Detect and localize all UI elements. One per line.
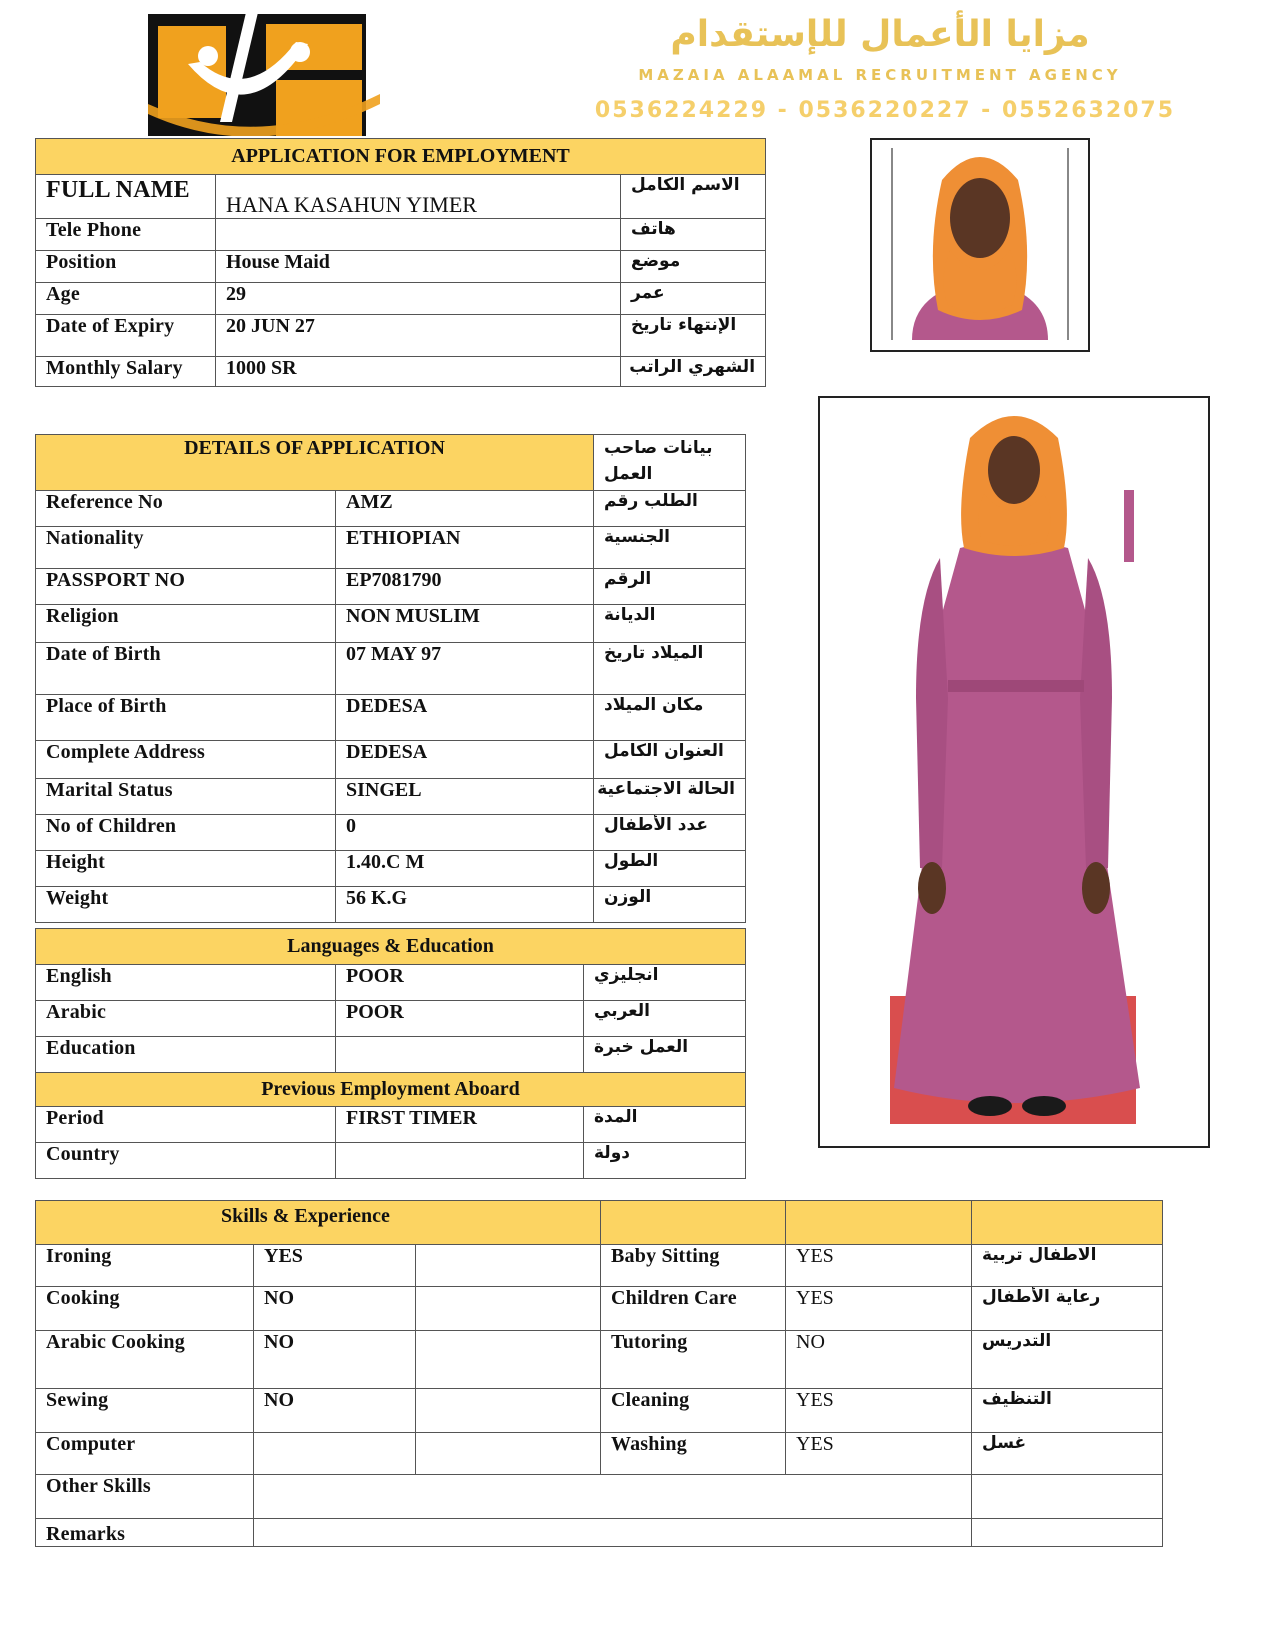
- row-label: Age: [36, 283, 216, 315]
- passport-photo: [870, 138, 1090, 352]
- skill-label: Tutoring: [601, 1331, 786, 1389]
- row-label-arabic: العنوان الكامل: [594, 741, 746, 779]
- row-label: Tele Phone: [36, 219, 216, 251]
- row-label-arabic: انجليزي: [584, 965, 746, 1001]
- row-label: Country: [36, 1143, 336, 1179]
- skill-value: NO: [786, 1331, 972, 1389]
- monthly-salary-value: 1000 SR: [216, 357, 621, 387]
- row-label-arabic: دولة: [584, 1143, 746, 1179]
- row-label-arabic: الحالة الاجتماعية: [594, 779, 746, 815]
- row-label: Marital Status: [36, 779, 336, 815]
- row-label-arabic: الشهري الراتب: [621, 357, 766, 387]
- skill-label-arabic: الاطفال تربية: [972, 1245, 1163, 1287]
- row-label: PASSPORT NO: [36, 569, 336, 605]
- skill-label: Washing: [601, 1433, 786, 1475]
- brand-phone-numbers: 0536224229 - 0536220227 - 0552632075: [594, 98, 1176, 123]
- row-label-arabic: الطول: [594, 851, 746, 887]
- skill-label-arabic: التدريس: [972, 1331, 1163, 1389]
- skill-value: YES: [254, 1245, 416, 1287]
- arabic-value: POOR: [336, 1001, 584, 1037]
- skill-label: Children Care: [601, 1287, 786, 1331]
- skill-label-arabic: التنظيف: [972, 1389, 1163, 1433]
- remarks-extra: [972, 1519, 1163, 1547]
- languages-title: Languages & Education: [36, 929, 746, 965]
- row-label: Monthly Salary: [36, 357, 216, 387]
- skill-label-arabic: غسل: [972, 1433, 1163, 1475]
- english-value: POOR: [336, 965, 584, 1001]
- agency-logo: [148, 4, 380, 136]
- row-label: Education: [36, 1037, 336, 1073]
- row-label: Place of Birth: [36, 695, 336, 741]
- row-label-arabic: الطلب رقم: [594, 491, 746, 527]
- remarks-label: Remarks: [36, 1519, 254, 1547]
- nationality-value: ETHIOPIAN: [336, 527, 594, 569]
- skills-table: [35, 1200, 1163, 1547]
- skill-value: YES: [786, 1433, 972, 1475]
- row-label-arabic: الاسم الكامل: [621, 175, 766, 219]
- other-skills-label: Other Skills: [36, 1475, 254, 1519]
- skills-title: Skills & Experience: [36, 1201, 601, 1245]
- row-label-arabic: الوزن: [594, 887, 746, 923]
- row-label-arabic: مكان الميلاد: [594, 695, 746, 741]
- skill-empty-cell: [416, 1389, 601, 1433]
- application-table: [35, 138, 766, 387]
- row-label-arabic: عدد الأطفال: [594, 815, 746, 851]
- skill-empty-cell: [416, 1433, 601, 1475]
- details-title-arabic: بيانات صاحب العمل: [594, 435, 746, 491]
- row-label-arabic: الرقم: [594, 569, 746, 605]
- skill-label: Ironing: [36, 1245, 254, 1287]
- row-label-arabic: هاتف: [621, 219, 766, 251]
- row-label-arabic: المدة: [584, 1107, 746, 1143]
- height-value: 1.40.C M: [336, 851, 594, 887]
- skills-header-cell: [972, 1201, 1163, 1245]
- row-label-arabic: عمر: [621, 283, 766, 315]
- skill-empty-cell: [416, 1331, 601, 1389]
- row-label-arabic: الميلاد تاريخ: [594, 643, 746, 695]
- other-skills-extra: [972, 1475, 1163, 1519]
- skill-value: YES: [786, 1287, 972, 1331]
- education-value: [336, 1037, 584, 1073]
- religion-value: NON MUSLIM: [336, 605, 594, 643]
- brand-name-arabic: مزايا الأعمال للإستقدام: [670, 14, 1090, 55]
- birth-date-value: 07 MAY 97: [336, 643, 594, 695]
- row-label: Position: [36, 251, 216, 283]
- skill-value: YES: [786, 1389, 972, 1433]
- period-value: FIRST TIMER: [336, 1107, 584, 1143]
- row-label-arabic: الجنسية: [594, 527, 746, 569]
- children-value: 0: [336, 815, 594, 851]
- expiry-date-value: 20 JUN 27: [216, 315, 621, 357]
- passport-value: EP7081790: [336, 569, 594, 605]
- full-body-photo: [818, 396, 1210, 1148]
- row-label: Date of Expiry: [36, 315, 216, 357]
- address-value: DEDESA: [336, 741, 594, 779]
- portrait-image: [872, 140, 1088, 350]
- row-label: No of Children: [36, 815, 336, 851]
- skill-value: NO: [254, 1331, 416, 1389]
- row-label: English: [36, 965, 336, 1001]
- row-label: FULL NAME: [36, 175, 216, 219]
- row-label-arabic: العربي: [584, 1001, 746, 1037]
- skill-label: Baby Sitting: [601, 1245, 786, 1287]
- birth-place-value: DEDESA: [336, 695, 594, 741]
- skill-empty-cell: [416, 1287, 601, 1331]
- skill-value: YES: [786, 1245, 972, 1287]
- previous-employment-title: Previous Employment Aboard: [36, 1073, 746, 1107]
- skill-value: NO: [254, 1389, 416, 1433]
- skill-label: Computer: [36, 1433, 254, 1475]
- skill-empty-cell: [416, 1245, 601, 1287]
- weight-value: 56 K.G: [336, 887, 594, 923]
- full-body-image: [820, 398, 1208, 1146]
- skill-label: Arabic Cooking: [36, 1331, 254, 1389]
- marital-status-value: SINGEL: [336, 779, 594, 815]
- row-label: Weight: [36, 887, 336, 923]
- row-label: Date of Birth: [36, 643, 336, 695]
- position-value: House Maid: [216, 251, 621, 283]
- brand-name-english: MAZAIA ALAAMAL RECRUITMENT AGENCY: [638, 66, 1122, 84]
- row-label-arabic: العمل خبرة: [584, 1037, 746, 1073]
- row-label: Arabic: [36, 1001, 336, 1037]
- row-label: Period: [36, 1107, 336, 1143]
- skill-label: Cleaning: [601, 1389, 786, 1433]
- details-table: [35, 434, 746, 923]
- row-label-arabic: الإنتهاء تاريخ: [621, 315, 766, 357]
- skill-label: Sewing: [36, 1389, 254, 1433]
- row-label: Religion: [36, 605, 336, 643]
- reference-value: AMZ: [336, 491, 594, 527]
- telephone-value: [216, 219, 621, 251]
- row-label: Reference No: [36, 491, 336, 527]
- skills-header-cell: [786, 1201, 972, 1245]
- skill-label: Cooking: [36, 1287, 254, 1331]
- row-label: Complete Address: [36, 741, 336, 779]
- country-value: [336, 1143, 584, 1179]
- skill-value: [254, 1433, 416, 1475]
- remarks-value: [254, 1519, 972, 1547]
- skill-value: NO: [254, 1287, 416, 1331]
- row-label-arabic: موضع: [621, 251, 766, 283]
- age-value: 29: [216, 283, 621, 315]
- skills-header-cell: [601, 1201, 786, 1245]
- details-title: DETAILS OF APPLICATION: [36, 435, 594, 491]
- row-label-arabic: الديانة: [594, 605, 746, 643]
- other-skills-value: [254, 1475, 972, 1519]
- full-name-value: HANA KASAHUN YIMER: [216, 175, 621, 219]
- row-label: Height: [36, 851, 336, 887]
- application-title: APPLICATION FOR EMPLOYMENT: [36, 139, 766, 175]
- row-label: Nationality: [36, 527, 336, 569]
- skill-label-arabic: رعاية الأطفال: [972, 1287, 1163, 1331]
- languages-table: [35, 928, 746, 1179]
